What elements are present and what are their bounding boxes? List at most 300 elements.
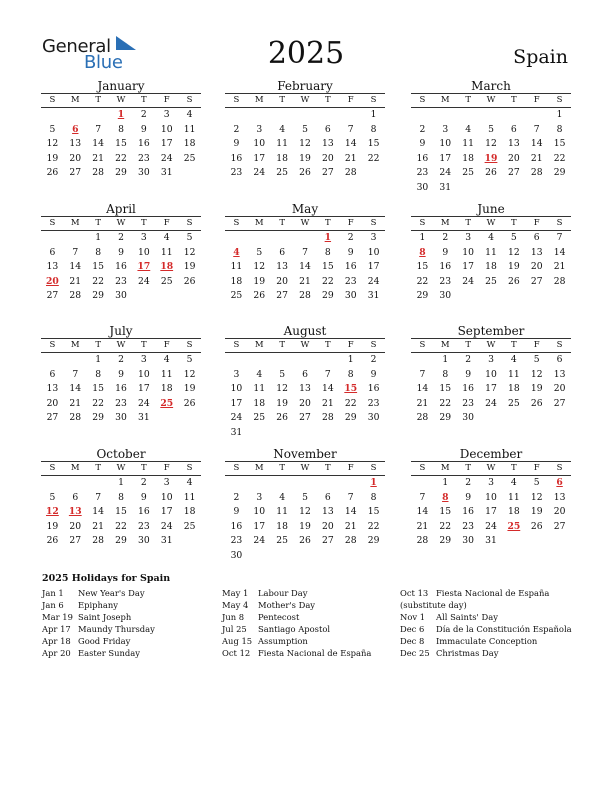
holiday-name: Día de la Constitución Española	[436, 624, 572, 634]
day-cell: 25	[462, 167, 474, 179]
day-cell: 22	[115, 520, 127, 532]
day-cell: 4	[510, 477, 517, 488]
weekday-label: M	[254, 218, 264, 228]
day-cell: 19	[299, 520, 311, 532]
day-cell: 25	[276, 535, 288, 547]
weekday-label: W	[486, 218, 496, 228]
day-cell: 11	[183, 491, 196, 503]
day-cell: 26	[46, 167, 59, 179]
day-cell: 12	[183, 368, 196, 380]
day-cell: 20	[69, 152, 82, 164]
day-cell: 3	[140, 354, 147, 365]
empty-cell	[502, 108, 525, 123]
day-cell: 10	[367, 246, 380, 258]
day-cell: 25	[508, 397, 520, 409]
holiday-date: Aug 15	[222, 636, 253, 646]
empty-cell	[294, 108, 317, 123]
holiday-date: Dec 8	[400, 636, 425, 646]
month-name: February	[277, 79, 333, 93]
day-cell: 4	[163, 354, 170, 365]
day-cell: 25	[253, 412, 266, 424]
day-cell: 19	[299, 152, 311, 164]
month-november	[225, 447, 385, 564]
day-cell: 19	[530, 383, 543, 395]
holiday-column	[222, 587, 402, 659]
day-cell: 6	[556, 354, 563, 365]
day-cell: 6	[533, 232, 540, 243]
holiday-item	[400, 587, 580, 599]
holiday-item	[42, 623, 222, 635]
day-cell: 12	[530, 491, 543, 503]
weekday-label: T	[325, 218, 331, 228]
day-cell: 21	[92, 152, 104, 164]
day-cell: 28	[553, 275, 566, 287]
day-cell: 31	[160, 535, 173, 547]
weekday-label: F	[163, 463, 170, 473]
holiday-date: Nov 1	[400, 612, 426, 622]
day-cell: 24	[138, 275, 150, 287]
weekday-label: T	[95, 463, 101, 473]
weekday-label: F	[163, 95, 170, 105]
day-cell: 26	[183, 275, 196, 287]
holiday-date: Apr 18	[42, 636, 71, 646]
weekday-header	[225, 93, 385, 108]
day-cell: 2	[118, 354, 124, 365]
weekday-label: S	[370, 340, 377, 350]
day-cell: 6	[49, 368, 56, 380]
day-cell: 14	[92, 138, 104, 150]
day-cell: 27	[276, 290, 288, 302]
day-cell: 24	[367, 275, 380, 287]
day-cell: 30	[138, 167, 150, 179]
day-cell: 29	[416, 290, 429, 302]
weekday-label: M	[440, 463, 450, 473]
day-cell: 27	[553, 520, 566, 532]
weekday-label: F	[533, 218, 540, 228]
weekday-label: M	[440, 95, 450, 105]
empty-cell	[248, 353, 271, 368]
weekday-label: F	[533, 340, 540, 350]
day-cell: 28	[69, 412, 82, 424]
day-cell: 11	[276, 506, 288, 518]
day-cell: 20	[530, 261, 543, 273]
day-cell: 5	[279, 368, 286, 380]
empty-cell	[316, 108, 339, 123]
day-cell: 14	[92, 506, 104, 518]
day-cell: 18	[160, 383, 173, 395]
day-cell: 18	[230, 275, 243, 287]
weekday-label: T	[95, 95, 101, 105]
month-name: April	[106, 202, 136, 216]
day-cell: 14	[69, 383, 82, 395]
day-cell: 20	[46, 397, 59, 409]
month-april	[41, 202, 201, 304]
day-cell: 21	[344, 520, 357, 532]
weekday-label: T	[325, 340, 331, 350]
day-cell: 16	[439, 261, 452, 273]
empty-cell	[225, 108, 248, 123]
weekday-label: T	[325, 95, 331, 105]
weekday-label: S	[370, 218, 377, 228]
day-cell: 1	[370, 109, 377, 120]
day-cell: 12	[183, 246, 196, 258]
holiday-date: Oct 13	[400, 588, 429, 598]
day-cell: 3	[442, 123, 449, 135]
weekday-label: T	[141, 218, 147, 228]
day-cell: 10	[439, 138, 452, 150]
weekday-label: M	[254, 340, 264, 350]
logo-text-general: General	[42, 36, 111, 57]
holiday-item	[222, 635, 402, 647]
holiday-day-cell: 25	[507, 520, 521, 532]
day-cell: 15	[439, 383, 452, 395]
weekday-label: S	[233, 463, 240, 473]
day-grid	[411, 353, 571, 426]
month-name: March	[471, 79, 511, 93]
day-cell: 23	[344, 275, 357, 287]
day-cell: 23	[439, 275, 452, 287]
weekday-label: T	[511, 340, 517, 350]
weekday-header	[411, 338, 571, 353]
holiday-day-cell: 15	[344, 383, 358, 395]
holiday-name: New Year's Day	[78, 588, 145, 598]
day-cell: 3	[488, 354, 494, 365]
day-cell: 16	[138, 138, 150, 150]
day-cell: 16	[462, 383, 474, 395]
day-cell: 11	[276, 138, 288, 150]
day-cell: 13	[46, 261, 59, 273]
weekday-label: S	[419, 95, 426, 105]
weekday-label: M	[70, 340, 80, 350]
day-cell: 7	[324, 368, 331, 380]
day-cell: 17	[485, 506, 497, 518]
day-cell: 7	[347, 491, 354, 503]
month-name: November	[273, 447, 337, 461]
day-cell: 27	[69, 167, 82, 179]
holiday-date: Dec 25	[400, 648, 430, 658]
weekday-label: S	[419, 463, 426, 473]
weekday-label: T	[279, 218, 285, 228]
day-cell: 17	[230, 397, 243, 409]
day-cell: 16	[138, 506, 150, 518]
day-cell: 8	[118, 491, 124, 503]
day-cell: 4	[256, 368, 263, 380]
empty-cell	[411, 476, 434, 491]
day-cell: 16	[115, 383, 127, 395]
day-cell: 23	[462, 520, 474, 532]
weekday-label: S	[186, 463, 193, 473]
month-july	[41, 324, 201, 426]
day-cell: 4	[510, 354, 517, 365]
weekday-label: M	[70, 218, 80, 228]
day-cell: 19	[508, 261, 520, 273]
day-cell: 27	[322, 167, 334, 179]
day-grid	[225, 108, 385, 181]
day-cell: 20	[553, 506, 566, 518]
day-cell: 19	[183, 383, 196, 395]
day-cell: 17	[160, 506, 173, 518]
day-cell: 23	[367, 397, 380, 409]
day-grid	[41, 476, 201, 549]
day-cell: 4	[163, 232, 170, 243]
weekday-label: S	[556, 463, 563, 473]
empty-cell	[339, 476, 362, 491]
day-cell: 23	[115, 275, 127, 287]
day-cell: 5	[488, 123, 494, 135]
day-cell: 5	[49, 491, 56, 503]
holiday-name: Maundy Thursday	[78, 624, 155, 634]
day-cell: 5	[302, 123, 308, 135]
day-cell: 17	[485, 383, 497, 395]
holiday-date: May 1	[222, 588, 249, 598]
day-cell: 4	[488, 232, 494, 243]
weekday-label: S	[370, 463, 377, 473]
day-cell: 15	[115, 506, 127, 518]
holiday-item	[222, 647, 402, 659]
day-cell: 28	[92, 535, 104, 547]
day-cell: 6	[324, 491, 331, 503]
day-cell: 20	[553, 383, 566, 395]
day-cell: 9	[465, 368, 472, 380]
weekday-label: T	[325, 463, 331, 473]
holiday-date: Apr 20	[42, 648, 71, 658]
day-cell: 10	[253, 506, 266, 518]
day-cell: 17	[253, 520, 266, 532]
month-name: December	[459, 447, 523, 461]
day-cell: 15	[367, 506, 380, 518]
empty-cell	[248, 108, 271, 123]
day-cell: 11	[508, 491, 520, 503]
weekday-label: W	[486, 463, 496, 473]
day-cell: 1	[556, 109, 563, 120]
day-cell: 7	[533, 123, 540, 135]
day-cell: 17	[138, 383, 150, 395]
day-cell: 9	[419, 138, 426, 150]
day-cell: 21	[92, 520, 104, 532]
day-cell: 19	[253, 275, 266, 287]
day-cell: 12	[299, 138, 311, 150]
weekday-header	[225, 338, 385, 353]
day-cell: 19	[46, 152, 59, 164]
day-cell: 11	[230, 261, 243, 273]
empty-cell	[434, 108, 457, 123]
empty-cell	[271, 353, 294, 368]
day-cell: 3	[256, 123, 263, 135]
empty-cell	[225, 476, 248, 491]
weekday-label: T	[465, 340, 471, 350]
day-cell: 15	[92, 383, 104, 395]
day-cell: 8	[118, 123, 124, 135]
day-cell: 30	[230, 549, 243, 561]
day-cell: 31	[439, 181, 452, 193]
weekday-header	[41, 93, 201, 108]
empty-cell	[294, 231, 317, 246]
day-cell: 25	[183, 152, 196, 164]
day-cell: 8	[442, 368, 449, 380]
day-cell: 31	[367, 290, 380, 302]
day-cell: 3	[465, 232, 472, 243]
day-cell: 4	[186, 109, 193, 120]
day-cell: 6	[279, 246, 286, 258]
day-cell: 18	[276, 152, 288, 164]
weekday-label: S	[233, 218, 240, 228]
day-cell: 31	[485, 535, 497, 547]
day-cell: 2	[118, 232, 124, 243]
day-cell: 7	[556, 232, 563, 243]
day-cell: 2	[442, 232, 449, 243]
day-cell: 19	[183, 261, 196, 273]
empty-cell	[294, 476, 317, 491]
day-cell: 29	[92, 290, 104, 302]
holiday-date: Jan 1	[42, 588, 64, 598]
day-cell: 10	[485, 491, 497, 503]
day-cell: 7	[95, 491, 102, 503]
day-cell: 14	[69, 261, 82, 273]
day-cell: 10	[230, 383, 243, 395]
holiday-item	[400, 635, 580, 647]
month-name: January	[97, 79, 145, 93]
weekday-label: T	[141, 463, 147, 473]
holiday-day-cell: 20	[46, 275, 59, 287]
holiday-day-cell: 13	[68, 506, 82, 518]
weekday-label: T	[95, 218, 101, 228]
day-cell: 19	[46, 520, 59, 532]
holiday-day-cell: 19	[484, 152, 498, 164]
day-cell: 9	[347, 246, 354, 258]
month-may	[225, 202, 385, 304]
day-cell: 18	[183, 138, 196, 150]
holiday-day-cell: 18	[160, 261, 174, 273]
weekday-label: T	[95, 340, 101, 350]
day-cell: 21	[416, 397, 429, 409]
day-cell: 29	[367, 535, 380, 547]
day-cell: 22	[367, 152, 380, 164]
day-cell: 21	[69, 397, 82, 409]
holiday-item	[222, 587, 402, 599]
day-cell: 5	[49, 123, 56, 135]
day-cell: 2	[465, 354, 472, 365]
day-cell: 1	[95, 232, 102, 243]
holiday-name: Fiesta Nacional de España	[436, 588, 550, 598]
holiday-date: May 4	[222, 600, 249, 610]
holiday-day-cell: 8	[419, 246, 426, 258]
day-cell: 13	[69, 138, 82, 150]
day-cell: 2	[140, 109, 147, 120]
holiday-item	[400, 599, 580, 611]
day-cell: 11	[485, 246, 497, 258]
month-name: October	[96, 447, 146, 461]
weekday-label: F	[347, 463, 354, 473]
weekday-label: T	[511, 95, 517, 105]
day-cell: 9	[442, 246, 449, 258]
holiday-item	[42, 587, 222, 599]
page-title-year: 2025	[267, 36, 345, 71]
day-cell: 28	[322, 412, 334, 424]
day-cell: 16	[115, 261, 127, 273]
day-cell: 5	[186, 354, 193, 365]
day-cell: 11	[160, 368, 173, 380]
day-cell: 10	[138, 246, 150, 258]
month-december	[411, 447, 571, 549]
day-cell: 24	[160, 520, 173, 532]
day-cell: 15	[367, 138, 380, 150]
day-cell: 17	[367, 261, 380, 273]
day-grid	[225, 353, 385, 441]
empty-cell	[316, 353, 339, 368]
weekday-label: T	[511, 218, 517, 228]
day-cell: 26	[253, 290, 266, 302]
day-cell: 30	[416, 181, 429, 193]
weekday-label: M	[440, 218, 450, 228]
holiday-date: Jul 25	[222, 624, 247, 634]
day-cell: 23	[138, 520, 150, 532]
weekday-header	[41, 338, 201, 353]
empty-cell	[64, 231, 87, 246]
holiday-day-cell: 1	[324, 232, 332, 243]
day-cell: 26	[485, 167, 497, 179]
holiday-name: Good Friday	[78, 636, 131, 646]
day-cell: 25	[276, 167, 288, 179]
day-cell: 13	[322, 138, 334, 150]
day-cell: 10	[160, 491, 173, 503]
day-cell: 31	[160, 167, 173, 179]
day-cell: 16	[344, 261, 357, 273]
day-cell: 5	[533, 477, 540, 488]
month-name: August	[283, 324, 327, 338]
day-cell: 18	[183, 506, 196, 518]
day-cell: 22	[344, 397, 357, 409]
day-cell: 1	[442, 354, 449, 365]
holiday-item	[400, 623, 580, 635]
weekday-label: W	[300, 218, 310, 228]
weekday-label: S	[186, 340, 193, 350]
day-cell: 9	[118, 246, 124, 258]
day-cell: 12	[508, 246, 520, 258]
day-cell: 16	[230, 152, 243, 164]
day-cell: 6	[72, 491, 79, 503]
day-cell: 5	[510, 232, 517, 243]
day-cell: 2	[233, 123, 240, 135]
weekday-label: S	[556, 218, 563, 228]
day-cell: 12	[485, 138, 497, 150]
day-cell: 23	[462, 397, 474, 409]
day-cell: 3	[370, 232, 377, 243]
weekday-label: M	[70, 95, 80, 105]
holiday-day-cell: 17	[137, 261, 151, 273]
day-cell: 28	[299, 290, 311, 302]
day-cell: 20	[322, 520, 334, 532]
day-cell: 10	[253, 138, 266, 150]
holiday-date: Dec 6	[400, 624, 425, 634]
day-cell: 18	[485, 261, 497, 273]
day-cell: 26	[276, 412, 288, 424]
weekday-label: W	[300, 340, 310, 350]
holiday-name: Labour Day	[258, 588, 308, 598]
day-cell: 1	[442, 477, 449, 488]
day-cell: 13	[530, 246, 543, 258]
holiday-name: Fiesta Nacional de España	[258, 648, 372, 658]
day-cell: 23	[138, 152, 150, 164]
day-grid	[41, 353, 201, 426]
day-cell: 12	[530, 368, 543, 380]
day-cell: 22	[416, 275, 429, 287]
empty-cell	[64, 353, 87, 368]
day-cell: 12	[276, 383, 288, 395]
day-cell: 11	[183, 123, 196, 135]
day-cell: 15	[115, 138, 127, 150]
weekday-label: T	[279, 95, 285, 105]
day-grid	[411, 231, 571, 304]
